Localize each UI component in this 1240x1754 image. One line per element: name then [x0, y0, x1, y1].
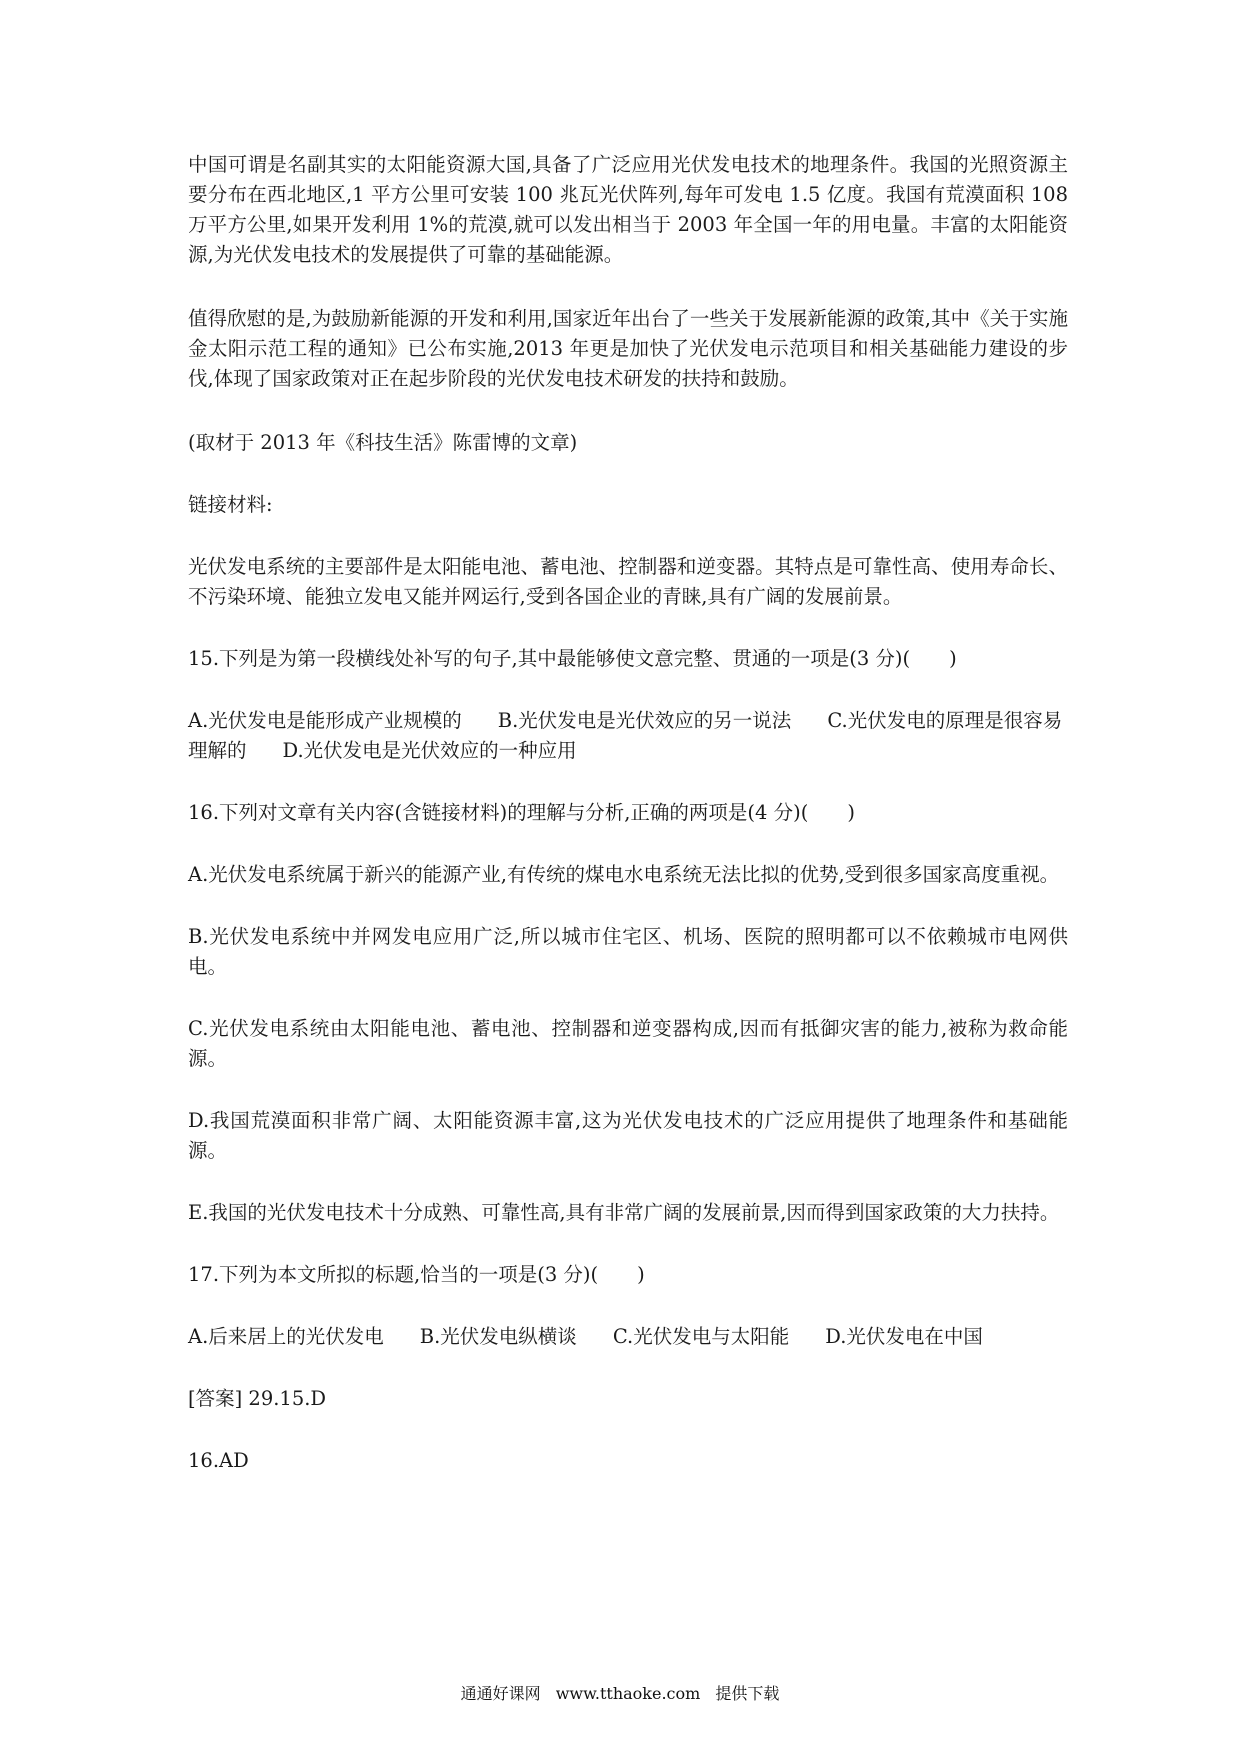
question-16-option-b: B.光伏发电系统中并网发电应用广泛,所以城市住宅区、机场、医院的照明都可以不依赖城市电网供电。 [188, 925, 1068, 978]
question-15-option-a: A.光伏发电是能形成产业规模的 [188, 709, 462, 732]
answer-line-1: [答案] 29.15.D [188, 1387, 327, 1410]
footer-site-name: 通通好课网 [460, 1684, 541, 1703]
link-material-paragraph: 光伏发电系统的主要部件是太阳能电池、蓄电池、控制器和逆变器。其特点是可靠性高、使用寿命长、不污染环境、能独立发电又能并网运行,受到各国企业的青睐,具有广阔的发展前景。 [188, 555, 1068, 608]
document-body [188, 150, 1068, 1476]
question-17-option-a: A.后来居上的光伏发电 [188, 1325, 384, 1348]
question-17-option-c: C.光伏发电与太阳能 [612, 1325, 790, 1348]
answer-line-2: 16.AD [188, 1449, 249, 1472]
question-17-options [188, 1322, 1068, 1352]
question-15-stem: 15.下列是为第一段横线处补写的句子,其中最能够使文意完整、贯通的一项是(3 分)( ) [188, 647, 957, 670]
footer-url[interactable]: www.tthaoke.com [555, 1684, 701, 1703]
question-15-option-b: B.光伏发电是光伏效应的另一说法 [497, 709, 792, 732]
question-17-stem: 17.下列为本文所拟的标题,恰当的一项是(3 分)( ) [188, 1263, 645, 1286]
page-footer [0, 1683, 1240, 1705]
question-17-option-d: D.光伏发电在中国 [825, 1325, 983, 1348]
question-16-option-a: A.光伏发电系统属于新兴的能源产业,有传统的煤电水电系统无法比拟的优势,受到很多国家高度重视。 [188, 863, 1060, 886]
intro-paragraph-1: 中国可谓是名副其实的太阳能资源大国,具备了广泛应用光伏发电技术的地理条件。我国的光照资源主要分布在西北地区,1 平方公里可安装 100 兆瓦光伏阵列,每年可发电 1.5 亿度。我国有荒漠面积 108 万平方公里,如果开发利用 1%的荒漠,就可以发出相当于 2003 年全国一年的用电量。丰富的太阳能资源,为光伏发电技术的发展提供了可靠的基础能源。 [188, 153, 1068, 266]
question-16-option-c: C.光伏发电系统由太阳能电池、蓄电池、控制器和逆变器构成,因而有抵御灾害的能力,被称为救命能源。 [188, 1017, 1068, 1070]
question-15-option-d: D.光伏发电是光伏效应的一种应用 [282, 739, 577, 762]
intro-paragraph-2: 值得欣慰的是,为鼓励新能源的开发和利用,国家近年出台了一些关于发展新能源的政策,其中《关于实施金太阳示范工程的通知》已公布实施,2013 年更是加快了光伏发电示范项目和相关基础能力建设的步伐,体现了国家政策对正在起步阶段的光伏发电技术研发的扶持和鼓励。 [188, 307, 1068, 390]
question-16-stem: 16.下列对文章有关内容(含链接材料)的理解与分析,正确的两项是(4 分)( ) [188, 801, 855, 824]
link-material-heading: 链接材料: [188, 493, 273, 516]
source-citation: (取材于 2013 年《科技生活》陈雷博的文章) [188, 431, 578, 454]
question-16-option-d: D.我国荒漠面积非常广阔、太阳能资源丰富,这为光伏发电技术的广泛应用提供了地理条件和基础能源。 [188, 1109, 1068, 1162]
question-16-option-e: E.我国的光伏发电技术十分成熟、可靠性高,具有非常广阔的发展前景,因而得到国家政策的大力扶持。 [188, 1201, 1060, 1224]
question-17-option-b: B.光伏发电纵横谈 [419, 1325, 577, 1348]
footer-note: 提供下载 [715, 1684, 780, 1703]
question-15-option-c: C.光伏发电的原理是很容易理解的 [188, 709, 1063, 762]
question-15-options [188, 706, 1068, 766]
